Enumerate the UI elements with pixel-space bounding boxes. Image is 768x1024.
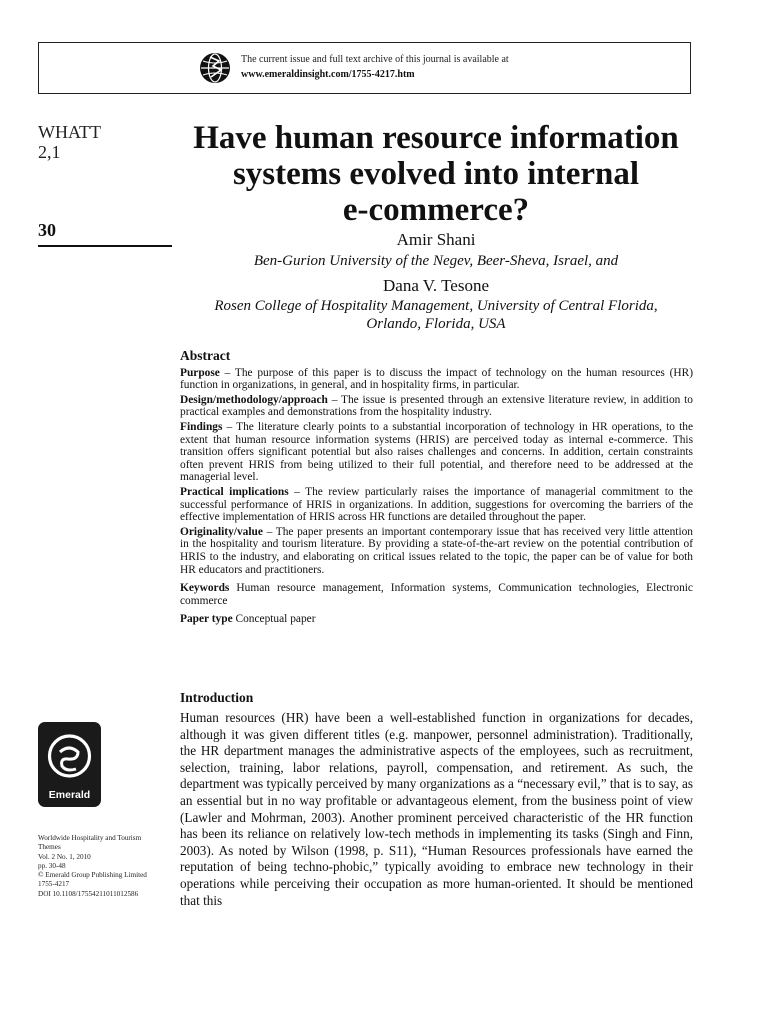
imprint-line: Worldwide Hospitality and Tourism: [38, 834, 142, 842]
practical-text: – The review particularly raises the importance of managerial commitment to the successful performance of HRIS in organizations. In addition, suggestions for overcoming the barriers of the effective implementation of HRIS across HR functions are detailed throughout the paper.: [180, 485, 693, 524]
originality-label: Originality/value: [180, 525, 263, 538]
imprint-line: Vol. 2 No. 1, 2010: [38, 852, 91, 861]
abstract-section: [180, 350, 693, 628]
publication-imprint: [38, 834, 178, 899]
journal-acronym: WHATT: [38, 122, 101, 142]
abstract-keywords: [180, 582, 693, 607]
findings-text: – The literature clearly points to a substantial incorporation of technology in HR operations, to the extent that human resource information systems (HRIS) are perceived today as internal e-commerce. This transition offers significant potential but also raises challenges and concerns. In addition, certain constraints often prevent HRIS from being utilized to their full potential, and therefore need to be addressed at the managerial level.: [180, 420, 693, 484]
abstract-findings: [180, 421, 693, 484]
imprint-line: pp. 30-48: [38, 861, 66, 870]
affiliation-2-line-2: Orlando, Florida, USA: [366, 316, 506, 332]
page-number-rule: [38, 245, 172, 247]
imprint-line: 1755-4217: [38, 880, 70, 889]
abstract-originality: [180, 526, 693, 576]
imprint-line: Themes: [38, 843, 61, 852]
affiliation-1: Ben-Gurion University of the Negev, Beer-Sheva, Israel, and: [253, 253, 619, 269]
practical-label: Practical implications: [180, 485, 289, 498]
globe-icon: [199, 52, 231, 84]
page-number: 30: [38, 220, 56, 240]
affiliation-2-line-1: Rosen College of Hospitality Management, University of Central Florida,: [214, 298, 658, 314]
emerald-logo-icon: [38, 722, 101, 807]
author-2: Dana V. Tesone: [383, 276, 489, 295]
abstract-purpose: [180, 367, 693, 392]
design-label: Design/methodology/approach: [180, 393, 328, 406]
title-line-2: systems evolved into internal: [232, 156, 640, 192]
originality-text: – The paper presents an important contemporary issue that has received very little attention in the hospitality and tourism literature. By providing a state-of-the-art review on the potential contribution of HRIS to the industry, and elaborating on critical issues related to the topic, the paper can be of value for both HR educators and practitioners.: [180, 525, 693, 576]
introduction-body: Human resources (HR) have been a well-established function in organizations for decades, although it was given different titles (e.g. manpower, personnel administration). Traditionally, the HR department manages the administrative aspects of the employees, such as recruitment, selection, training, labor relations, payroll, compensation, and retirement. As such, the department was typically perceived by many organizations as a “necessary evil,” that is to say, as an essential but in no way profitable or advantageous element, from the business point of view (Lawler and Mohrman, 2003). Another prominent perceived characteristic of the HR function has been its reliance on relatively low-tech methods in implementing its tasks (Singh and Finn, 2003). As noted by Wilson (1998, p. S11), “Human Resources professionals have earned the reputation of being techno-phobic,” typically avoiding to embrace new technology in their operations while perceiving their occupation as more human-oriented. It should be mentioned that this: [180, 710, 693, 908]
abstract-paper-type: [180, 613, 693, 626]
title-line-1: Have human resource information: [193, 120, 679, 156]
abstract-practical: [180, 486, 693, 524]
availability-note: The current issue and full text archive of this journal is available at: [241, 54, 509, 65]
imprint-line: © Emerald Group Publishing Limited: [38, 871, 147, 880]
paper-type-text: Conceptual paper: [232, 613, 316, 626]
journal-availability-box: [38, 42, 691, 94]
design-text: – The issue is presented through an extensive literature review, in addition to practical examples and demonstrations from the hospitality industry.: [180, 393, 693, 419]
introduction-heading: Introduction: [180, 690, 254, 705]
title-line-3: e-commerce?: [342, 192, 530, 228]
paper-type-label: Paper type: [180, 613, 233, 626]
keywords-label: Keywords: [180, 582, 230, 595]
journal-url-link[interactable]: www.emeraldinsight.com/1755-4217.htm: [241, 69, 415, 80]
journal-code: [38, 122, 101, 162]
journal-volume-issue: 2,1: [38, 142, 61, 162]
purpose-text: – The purpose of this paper is to discuss the impact of technology on the human resources (HR) function in organizations, in general, and in hospitality firms, in particular.: [180, 366, 693, 392]
affiliation-2: [172, 297, 700, 333]
abstract-design: [180, 394, 693, 419]
purpose-label: Purpose: [180, 366, 220, 379]
author-1: Amir Shani: [396, 230, 476, 249]
logo-wordmark: Emerald: [48, 789, 91, 801]
abstract-heading: Abstract: [180, 348, 231, 363]
imprint-line: DOI 10.1108/17554211011012586: [38, 889, 139, 898]
paper-title: [172, 120, 700, 228]
findings-label: Findings: [180, 420, 223, 433]
keywords-text: Human resource management, Information systems, Communication technologies, Electronic commerce: [180, 582, 693, 607]
